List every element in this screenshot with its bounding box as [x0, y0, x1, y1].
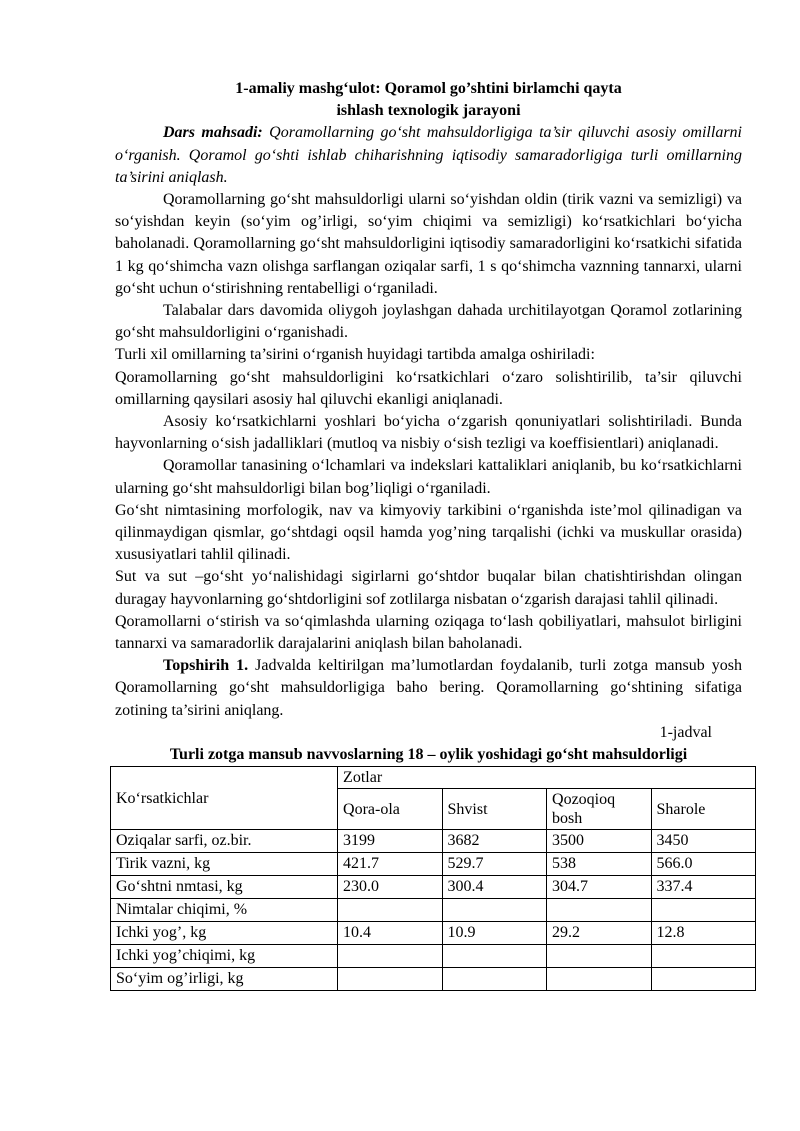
indicator-header: Ko‘rsatkichlar: [111, 767, 338, 830]
table-row: [111, 899, 756, 922]
table-cell: [338, 945, 442, 968]
table-cell: 3682: [442, 830, 546, 853]
table-row: [111, 830, 756, 853]
table-row: [111, 922, 756, 945]
paragraph-5: Asosiy ko‘rsatkichlarni yoshlari bo‘yicha o‘zgarish qonuniyatlari solishtiriladi. Bunda hayvonlarning o‘sish jadalliklari (mutloq va nisbiy o‘sish tezligi va koeffisientlari) aniqlanadi.: [115, 413, 742, 453]
table-cell: 529.7: [442, 853, 546, 876]
table-row: [111, 876, 756, 899]
table-cell: 304.7: [547, 876, 651, 899]
table-cell: [651, 899, 756, 922]
task-text: Jadvalda keltirilgan ma’lumotlardan foydalanib, turli zotga mansub yosh Qoramollarning go‘sht mahsuldorligiga baho bering. Qoramollarning go‘shtining sifatiga zotining ta’sirini aniqlang.: [115, 657, 743, 719]
table-cell: 10.9: [442, 922, 546, 945]
table-header-row: [111, 767, 756, 789]
table-cell: 29.2: [547, 922, 651, 945]
table-number: 1-jadval: [659, 723, 712, 741]
task-paragraph: [115, 655, 742, 722]
table-cell: [338, 968, 442, 991]
paragraph-7: Go‘sht nimtasining morfologik, nav va kimyoviy tarkibini o‘rganishda iste’mol qilinadigan va qilinmaydigan qismlar, go‘shtdagi oqsil hamda yog’ning tarqalishi (ichki va muskullar orasida) xususiyatlari tahlil qilinadi.: [115, 501, 742, 564]
table-cell: [442, 899, 546, 922]
table-row: [111, 853, 756, 876]
table-cell: 300.4: [442, 876, 546, 899]
table-cell: [547, 945, 651, 968]
data-table: [110, 766, 756, 991]
table-row: [111, 968, 756, 991]
row-label: Tirik vazni, kg: [111, 853, 338, 876]
aim-label: Dars mahsadi:: [163, 124, 263, 142]
breeds-group-header: Zotlar: [338, 767, 756, 789]
table-row: [111, 945, 756, 968]
table-cell: [547, 968, 651, 991]
row-label: Go‘shtni nmtasi, kg: [111, 876, 338, 899]
table-cell: 538: [547, 853, 651, 876]
lesson-aim: [115, 122, 742, 189]
paragraph-9: Qoramollarni o‘stirish va so‘qimlashda ularning oziqaga to‘lash qobiliyatlari, mahsulot birligini tannarxi va samaradorlik darajalarini aniqlash bilan baholanadi.: [115, 612, 742, 653]
aim-text: Qoramollarning go‘sht mahsuldorligiga ta’sir qiluvchi asosiy omillarni o‘rganish. Qoramol go‘shti ishlab chiharishning iqtisodiy samaradorligiga turli omillarning ta’sirini aniqlash.: [115, 124, 742, 186]
row-label: Nimtalar chiqimi, %: [111, 899, 338, 922]
table-cell: [338, 899, 442, 922]
breed-header-cell: Sharole: [651, 789, 756, 830]
paragraph-2: Talabalar dars davomida oliygoh joylashgan dahada urchitilayotgan Qoramol zotlarining go‘sht mahsuldorligini o‘rganishadi.: [115, 302, 742, 342]
breed-header-cell: Qozoqioq bosh: [547, 789, 651, 830]
row-label: Ichki yog’chiqimi, kg: [111, 945, 338, 968]
breed-header-cell: Qora-ola: [338, 789, 442, 830]
table-title: Turli zotga mansub navvoslarning 18 – oylik yoshidagi go‘sht mahsuldorligi: [169, 746, 688, 764]
table-cell: 3199: [338, 830, 442, 853]
table-cell: [442, 945, 546, 968]
table-cell: 230.0: [338, 876, 442, 899]
table-cell: 10.4: [338, 922, 442, 945]
row-label: Ichki yog’, kg: [111, 922, 338, 945]
paragraph-8: Sut va sut –go‘sht yo‘nalishidagi sigirlarni go‘shtdor buqalar bilan chatishtirishdan olingan duragay hayvonlarning go‘shtdorligini sof zotlilarga nisbatan o‘zgarish darajasi tahlil qilinadi.: [115, 568, 742, 608]
table-cell: 566.0: [651, 853, 756, 876]
table-cell: 12.8: [651, 922, 756, 945]
table-cell: [547, 899, 651, 922]
row-label: So‘yim og’irligi, kg: [111, 968, 338, 991]
table-cell: 3450: [651, 830, 756, 853]
title-line-1: 1-amaliy mashg‘ulot: Qoramol go’shtini birlamchi qayta: [235, 80, 622, 97]
page-title: [115, 78, 742, 122]
title-line-2: ishlash texnologik jarayoni: [336, 102, 521, 120]
table-cell: 421.7: [338, 853, 442, 876]
paragraph-1: Qoramollarning go‘sht mahsuldorligi ularni so‘yishdan oldin (tirik vazni va semizligi) va so‘yishdan keyin (so‘yim og’irligi, so‘yim chiqimi va semizligi) ko‘rsatkichlari bo‘yicha baholanadi. Qoramollarning go‘sht mahsuldorligini iqtisodiy samaradorligini ko‘rsatkichi sifatida 1 kg qo‘shimcha vazn olishga sarflangan oziqalar sarfi, 1 s qo‘shimcha vaznning tannarxi, ularni go‘sht uchun o‘stirishning rentabelligi o‘rganiladi.: [115, 191, 742, 297]
table-cell: 337.4: [651, 876, 756, 899]
paragraph-3: Turli xil omillarning ta’sirini o‘rganish huyidagi tartibda amalga oshiriladi:: [115, 346, 595, 364]
table-cell: [442, 968, 546, 991]
breed-header-cell: Shvist: [442, 789, 546, 830]
task-label: Topshirih 1.: [163, 657, 249, 675]
table-cell: 3500: [547, 830, 651, 853]
paragraph-6: Qoramollar tanasining o‘lchamlari va indekslari kattaliklari aniqlanib, bu ko‘rsatkichlarni ularning go‘sht mahsuldorligi bilan bog’liqligi o‘rganiladi.: [115, 457, 742, 497]
row-label: Oziqalar sarfi, oz.bir.: [111, 830, 338, 853]
table-cell: [651, 968, 756, 991]
paragraph-4: Qoramollarning go‘sht mahsuldorligini ko‘rsatkichlari o‘zaro solishtirilib, ta’sir qiluvchi omillarning qaysilari asosiy hal qiluvchi ekanligi aniqlanadi.: [115, 368, 742, 408]
table-cell: [651, 945, 756, 968]
